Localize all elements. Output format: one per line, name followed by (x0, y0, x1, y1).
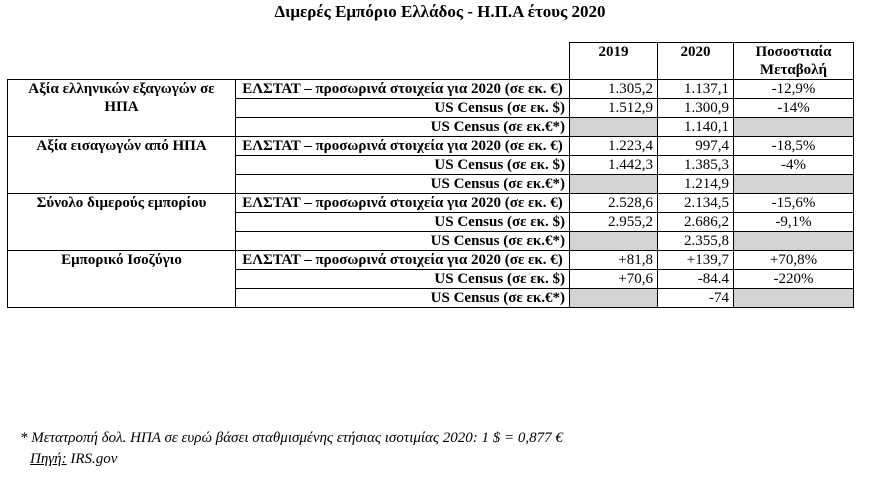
group-label-exports: Αξία ελληνικών εξαγωγών σε ΗΠΑ (8, 80, 236, 137)
change-cell: -18,5% (734, 137, 854, 156)
value-2019-cell: 1.223,4 (570, 137, 658, 156)
table-row (8, 80, 854, 99)
source-line (30, 451, 117, 468)
source-cell: US Census (σε εκ. $) (236, 156, 570, 175)
header-2020: 2020 (658, 43, 734, 80)
value-2019-cell: +70,6 (570, 270, 658, 289)
value-2019-cell: 2.528,6 (570, 194, 658, 213)
change-cell (734, 118, 854, 137)
source-cell: US Census (σε εκ.€*) (236, 118, 570, 137)
value-2019-cell (570, 118, 658, 137)
value-2019-cell: 1.442,3 (570, 156, 658, 175)
table-row (8, 137, 854, 156)
value-2019-cell: 1.305,2 (570, 80, 658, 99)
change-cell (734, 232, 854, 251)
value-2020-cell: 2.686,2 (658, 213, 734, 232)
value-2020-cell: +139,7 (658, 251, 734, 270)
change-cell: -220% (734, 270, 854, 289)
source-cell: ΕΛΣΤΑΤ – προσωρινά στοιχεία για 2020 (σε εκ. €) (236, 251, 570, 270)
value-2020-cell: 1.385,3 (658, 156, 734, 175)
source-cell: US Census (σε εκ.€*) (236, 289, 570, 308)
value-2019-cell: +81,8 (570, 251, 658, 270)
header-blank-cell (8, 43, 570, 80)
change-cell: -9,1% (734, 213, 854, 232)
value-2020-cell: -84.4 (658, 270, 734, 289)
table-row (8, 251, 854, 270)
table-row (8, 194, 854, 213)
source-cell: ΕΛΣΤΑΤ – προσωρινά στοιχεία για 2020 (σε εκ. €) (236, 137, 570, 156)
value-2020-cell: 2.134,5 (658, 194, 734, 213)
source-value: IRS.gov (70, 451, 118, 467)
change-cell: -14% (734, 99, 854, 118)
source-cell: ΕΛΣΤΑΤ – προσωρινά στοιχεία για 2020 (σε εκ. €) (236, 80, 570, 99)
trade-table (7, 42, 854, 308)
source-cell: US Census (σε εκ. $) (236, 213, 570, 232)
value-2019-cell (570, 232, 658, 251)
value-2019-cell (570, 175, 658, 194)
value-2020-cell: 2.355,8 (658, 232, 734, 251)
group-label-imports: Αξία εισαγωγών από ΗΠΑ (8, 137, 236, 194)
change-cell (734, 175, 854, 194)
value-2020-cell: 997,4 (658, 137, 734, 156)
header-change: Ποσοστιαία Μεταβολή (734, 43, 854, 80)
group-label-trade-balance: Εμπορικό Ισοζύγιο (8, 251, 236, 308)
header-2019: 2019 (570, 43, 658, 80)
value-2020-cell: 1.214,9 (658, 175, 734, 194)
source-label: Πηγή: (30, 451, 67, 467)
footnote: * Μετατροπή δολ. ΗΠΑ σε ευρώ βάσει σταθμισμένης ετήσιας ισοτιμίας 2020: 1 $ = 0,877 € (20, 430, 563, 446)
value-2020-cell: -74 (658, 289, 734, 308)
change-cell: -4% (734, 156, 854, 175)
source-cell: ΕΛΣΤΑΤ – προσωρινά στοιχεία για 2020 (σε εκ. €) (236, 194, 570, 213)
value-2019-cell: 2.955,2 (570, 213, 658, 232)
source-cell: US Census (σε εκ.€*) (236, 175, 570, 194)
change-cell: -12,9% (734, 80, 854, 99)
document-title: Διμερές Εμπόριο Ελλάδος - Η.Π.Α έτους 2020 (274, 2, 606, 21)
source-cell: US Census (σε εκ. $) (236, 270, 570, 289)
change-cell: -15,6% (734, 194, 854, 213)
change-cell (734, 289, 854, 308)
value-2019-cell: 1.512,9 (570, 99, 658, 118)
group-label-total-trade: Σύνολο διμερούς εμπορίου (8, 194, 236, 251)
source-cell: US Census (σε εκ. $) (236, 99, 570, 118)
source-cell: US Census (σε εκ.€*) (236, 232, 570, 251)
value-2020-cell: 1.300,9 (658, 99, 734, 118)
header-row (8, 43, 854, 80)
value-2019-cell (570, 289, 658, 308)
change-cell: +70,8% (734, 251, 854, 270)
value-2020-cell: 1.140,1 (658, 118, 734, 137)
value-2020-cell: 1.137,1 (658, 80, 734, 99)
